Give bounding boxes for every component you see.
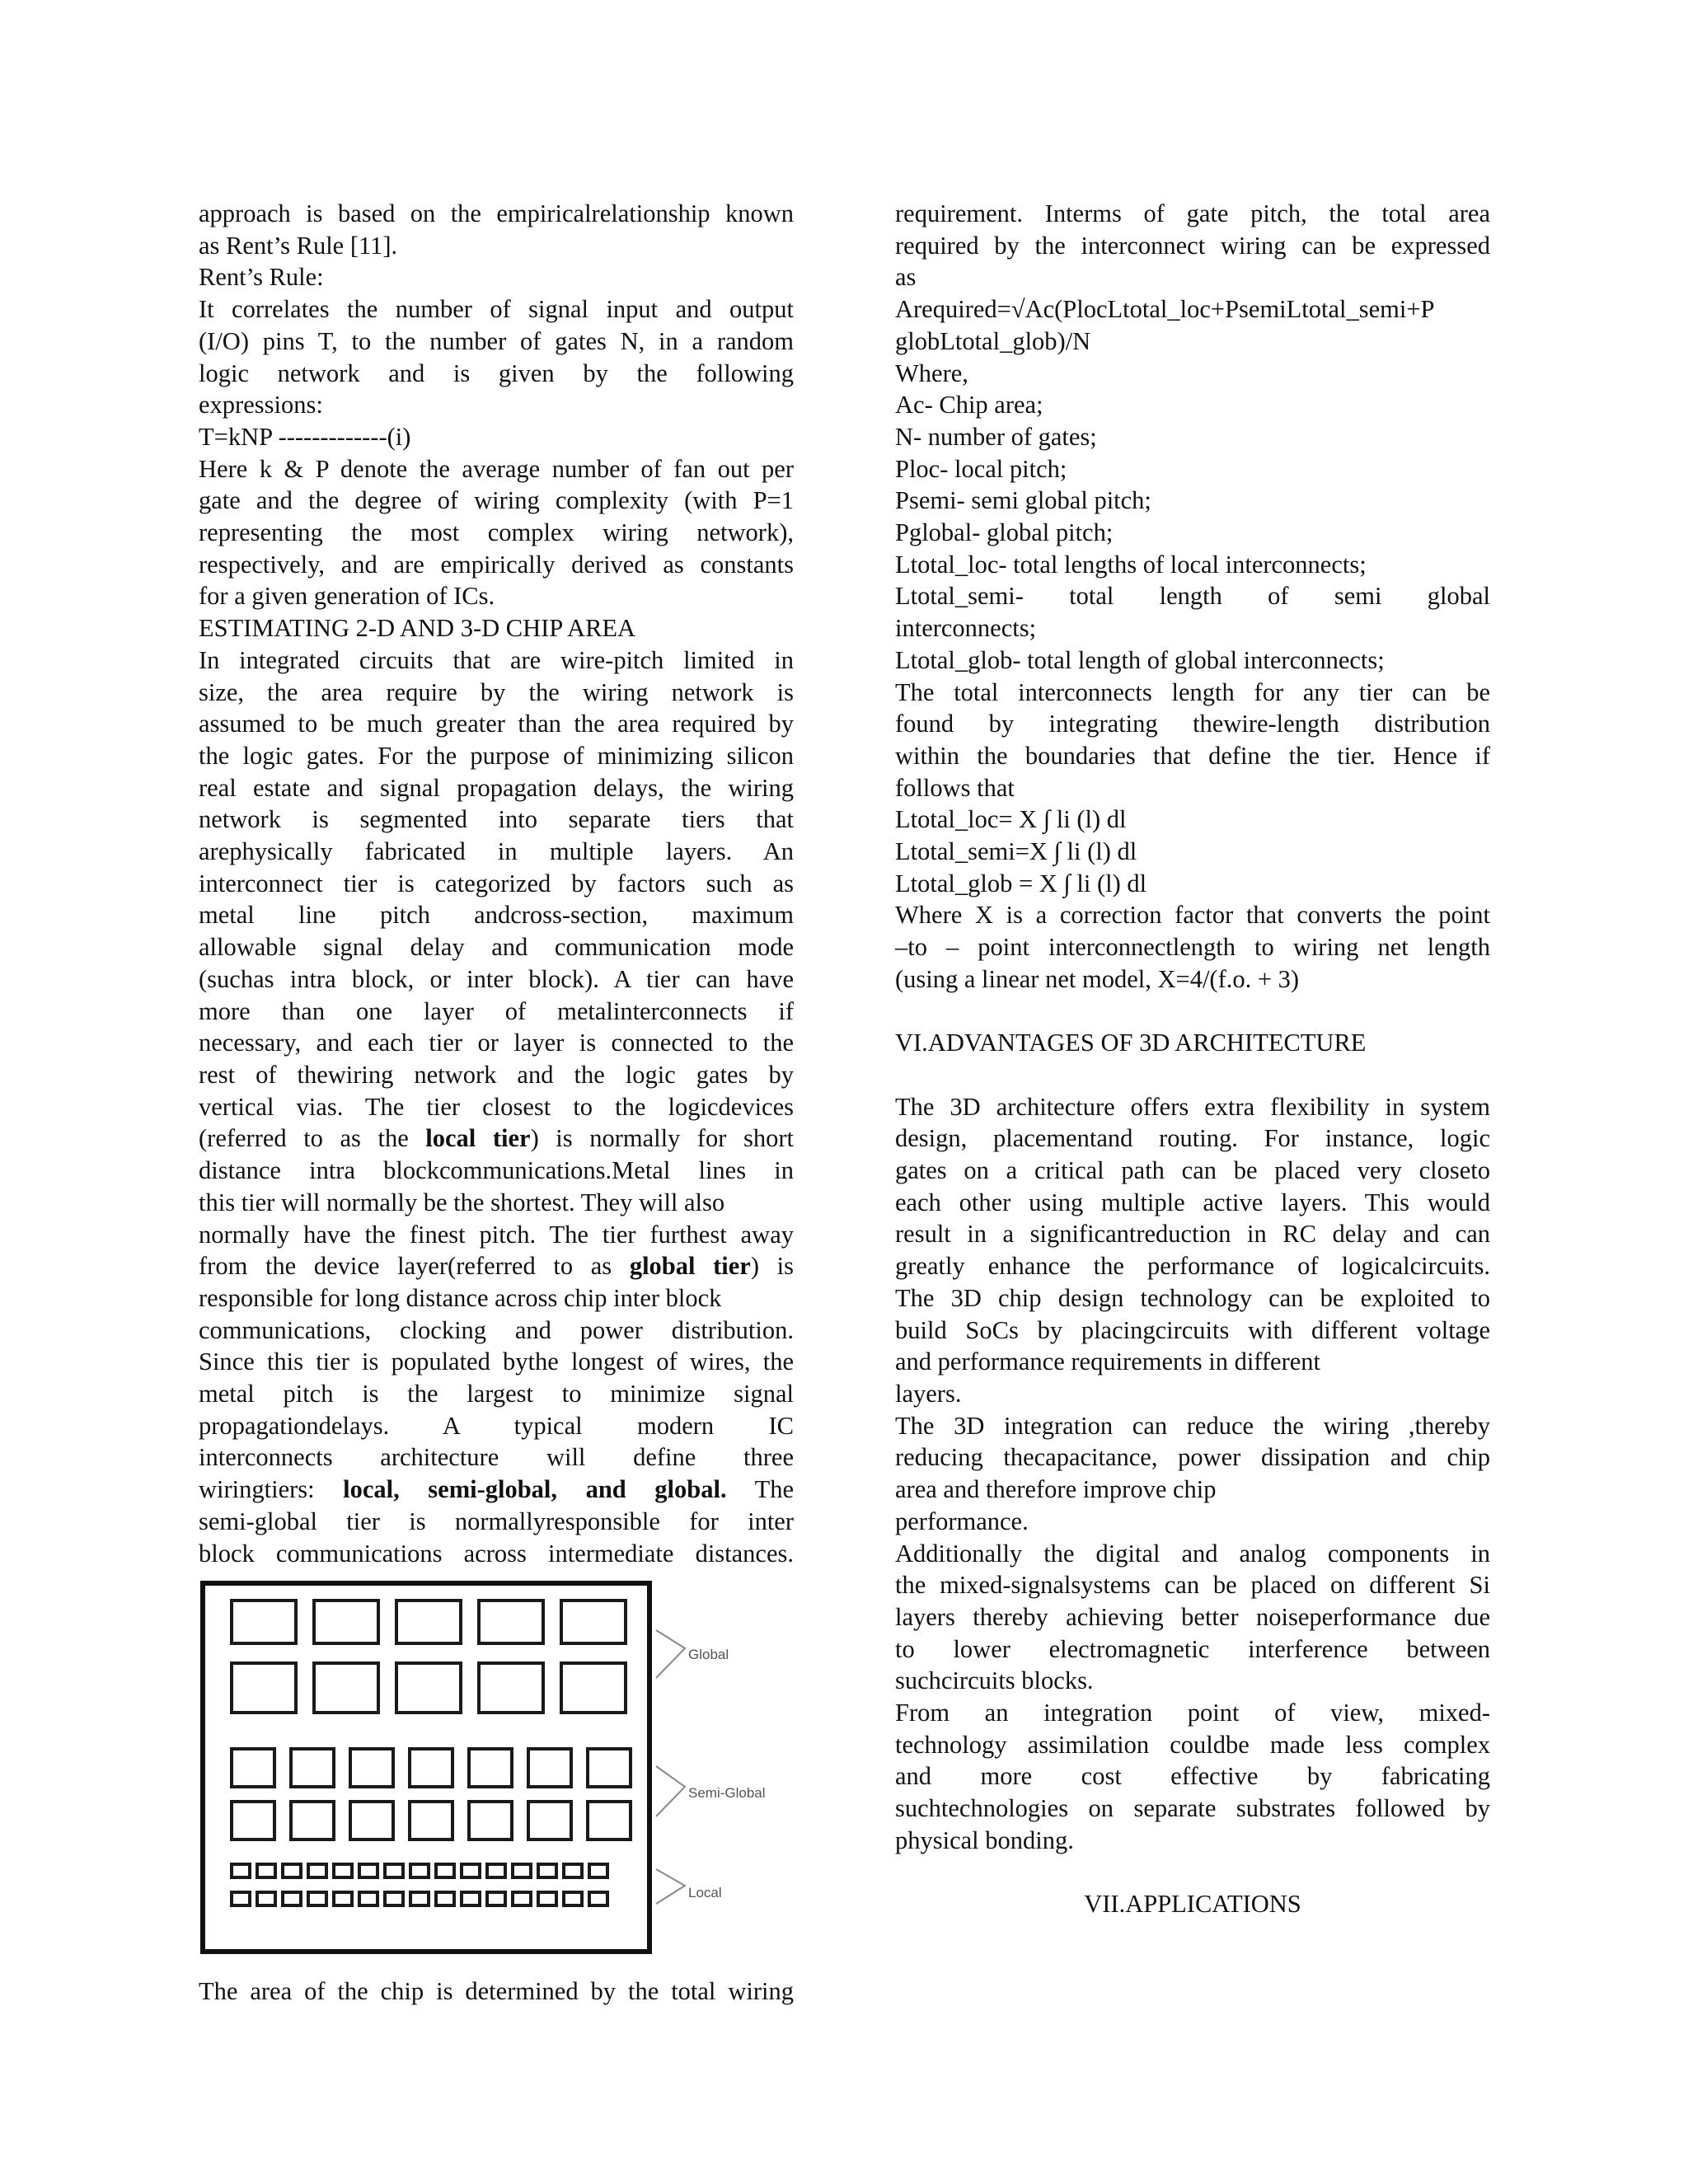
- tiers-line: [199, 1474, 794, 1506]
- text-line: to lower electromagnetic interference between: [895, 1634, 1490, 1663]
- text-line: real estate and signal propagation delays, the wiring: [199, 773, 794, 802]
- text-line: From an integration point of view, mixed-: [895, 1699, 1490, 1727]
- text-line: The 3D integration can reduce the wiring ,thereby: [895, 1411, 1490, 1440]
- left-column: [199, 198, 794, 2008]
- text-line: Where X is a correction factor that converts the point: [895, 901, 1490, 930]
- text-line: technology assimilation couldbe made less complex: [895, 1730, 1490, 1759]
- text-line: rest of thewiring network and the logic gates by: [199, 1060, 794, 1089]
- text-line: (using a linear net model, X=4/(f.o. + 3): [895, 964, 1300, 993]
- text-line: requirement. Interms of gate pitch, the total area: [895, 199, 1490, 227]
- text-line: Additionally the digital and analog components in: [895, 1539, 1490, 1568]
- text-line: arephysically fabricated in multiple layers. An: [199, 837, 794, 866]
- text-line: this tier will normally be the shortest. They will also: [199, 1188, 725, 1216]
- text-line: area and therefore improve chip: [895, 1475, 1217, 1504]
- text-line: physical bonding.: [895, 1825, 1074, 1854]
- text-line: The 3D chip design technology can be exploited to: [895, 1283, 1490, 1312]
- semi-global-label: Semi-Global: [688, 1785, 766, 1802]
- text-line: ESTIMATING 2-D AND 3-D CHIP AREA: [199, 614, 636, 643]
- text-line: assumed to be much greater than the area required by: [199, 710, 794, 738]
- left-paragraph-block: [199, 1282, 794, 1474]
- text-run: wiringtiers:: [199, 1475, 344, 1504]
- text-line: build SoCs by placingcircuits with different voltage: [895, 1315, 1490, 1344]
- text-line: Pglobal- global pitch;: [895, 518, 1114, 547]
- text-line: T=kNP -------------(i): [199, 422, 411, 451]
- text-line: It correlates the number of signal input and output: [199, 295, 794, 324]
- left-paragraph-block: [199, 1506, 794, 1569]
- text-line: interconnects;: [895, 614, 1037, 643]
- text-line: network is segmented into separate tiers that: [199, 805, 794, 834]
- interconnect-tiers-figure: [199, 1581, 794, 1964]
- text-line: as Rent’s Rule [11].: [199, 231, 398, 260]
- text-line: the logic gates. For the purpose of minimizing silicon: [199, 741, 794, 770]
- text-line: the mixed-signalsystems can be placed on different Si: [895, 1571, 1490, 1600]
- text-line: communications, clocking and power distribution.: [199, 1315, 794, 1344]
- text-line: distance intra blockcommunications.Metal lines in: [199, 1156, 794, 1185]
- global-tier-line: [199, 1250, 794, 1282]
- text-line: representing the most complex wiring network),: [199, 518, 794, 547]
- text-line: (suchas intra block, or inter block). A tier can have: [199, 964, 794, 993]
- text-line: block communications across intermediate distances.: [199, 1539, 794, 1568]
- text-line: required by the interconnect wiring can be expressed: [895, 231, 1490, 260]
- left-paragraph-block: [199, 1155, 794, 1250]
- text-line: Rent’s Rule:: [199, 263, 324, 292]
- left-paragraph-block: [199, 198, 794, 1122]
- text-run: from the device layer(referred to as: [199, 1252, 630, 1281]
- local-label: Local: [688, 1885, 722, 1901]
- text-line: and performance requirements in different: [895, 1347, 1321, 1376]
- text-line: Ltotal_glob = X ∫ li (l) dl: [895, 869, 1147, 898]
- text-line: necessary, and each tier or layer is connected to the: [199, 1029, 794, 1057]
- text-line: Ltotal_glob- total length of global interconnects;: [895, 645, 1385, 674]
- text-line: Ac- Chip area;: [895, 391, 1043, 419]
- text-line: found by integrating thewire-length distribution: [895, 710, 1490, 738]
- text-line: layers thereby achieving better noiseperformance due: [895, 1602, 1490, 1631]
- text-line: metal pitch is the largest to minimize signal: [199, 1380, 794, 1408]
- text-line: allowable signal delay and communication mode: [199, 933, 794, 962]
- text-line: expressions:: [199, 391, 323, 419]
- text-line: reducing thecapacitance, power dissipation and chip: [895, 1443, 1490, 1472]
- text-line: normally have the finest pitch. The tier furthest away: [199, 1220, 794, 1249]
- text-line: Psemi- semi global pitch;: [895, 486, 1151, 515]
- text-line: Ploc- local pitch;: [895, 454, 1067, 483]
- text-line: Where,: [895, 359, 968, 387]
- text-line: semi-global tier is normallyresponsible for inter: [199, 1507, 794, 1535]
- text-line: each other using multiple active layers. This would: [895, 1188, 1490, 1216]
- text-line: vertical vias. The tier closest to the logicdevices: [199, 1092, 794, 1121]
- text-run: ) is normally for short: [530, 1124, 794, 1153]
- spacer: [895, 1857, 1490, 1889]
- text-line: interconnect tier is categorized by factors such as: [199, 869, 794, 898]
- spacer: [895, 996, 1490, 1028]
- text-line: suchcircuits blocks.: [895, 1666, 1094, 1695]
- text-line: gates on a critical path can be placed very closeto: [895, 1156, 1490, 1185]
- left-paragraph-block: [199, 1975, 794, 2008]
- text-line: Since this tier is populated bythe longest of wires, the: [199, 1347, 794, 1376]
- text-line: globLtotal_glob)/N: [895, 326, 1091, 355]
- text-line: result in a significantreduction in RC delay and can: [895, 1220, 1490, 1249]
- text-line: metal line pitch andcross-section, maximum: [199, 901, 794, 930]
- text-line: follows that: [895, 773, 1015, 802]
- text-line: suchtechnologies on separate substrates followed by: [895, 1794, 1490, 1823]
- section-heading-advantages: VI.ADVANTAGES OF 3D ARCHITECTURE: [895, 1029, 1367, 1057]
- text-line: Ltotal_loc= X ∫ li (l) dl: [895, 805, 1127, 834]
- text-run: ) is: [750, 1252, 794, 1281]
- text-line: In integrated circuits that are wire-pitch limited in: [199, 645, 794, 674]
- text-line: more than one layer of metalinterconnects if: [199, 996, 794, 1025]
- text-line: gate and the degree of wiring complexity (with P=1: [199, 486, 794, 515]
- bold-term-global-tier: global tier: [629, 1252, 751, 1281]
- text-line: (I/O) pins T, to the number of gates N, in a random: [199, 326, 794, 355]
- spacer: [895, 1059, 1490, 1091]
- text-line: –to – point interconnectlength to wiring net length: [895, 933, 1490, 962]
- text-line: for a given generation of ICs.: [199, 582, 495, 611]
- text-line: size, the area require by the wiring network is: [199, 677, 794, 706]
- text-line: The 3D architecture offers extra flexibility in system: [895, 1092, 1490, 1121]
- text-line: N- number of gates;: [895, 422, 1097, 451]
- text-line: Arequired=√Ac(PlocLtotal_loc+PsemiLtotal_semi+P: [895, 295, 1435, 324]
- section-heading-applications: VII.APPLICATIONS: [1084, 1890, 1301, 1919]
- right-paragraph-block: [895, 1091, 1490, 1857]
- local-tier-line: [199, 1122, 794, 1155]
- text-line: The total interconnects length for any tier can be: [895, 677, 1490, 706]
- text-line: The area of the chip is determined by the total wiring: [199, 1977, 794, 2006]
- text-line: design, placementand routing. For instance, logic: [895, 1124, 1490, 1153]
- text-line: and more cost effective by fabricating: [895, 1762, 1490, 1791]
- text-line: within the boundaries that define the tier. Hence if: [895, 741, 1490, 770]
- text-line: greatly enhance the performance of logicalcircuits.: [895, 1252, 1490, 1281]
- right-column: [895, 198, 1490, 1920]
- right-paragraph-block: [895, 198, 1490, 996]
- text-line: responsible for long distance across chip inter block: [199, 1283, 722, 1312]
- text-line: Here k & P denote the average number of fan out per: [199, 454, 794, 483]
- text-line: Ltotal_semi=X ∫ li (l) dl: [895, 837, 1137, 866]
- text-line: respectively, and are empirically derived as constants: [199, 550, 794, 579]
- bold-term-tiers: local, semi-global, and global.: [343, 1475, 727, 1504]
- text-line: Ltotal_loc- total lengths of local interconnects;: [895, 550, 1367, 579]
- text-line: as: [895, 263, 917, 292]
- text-line: Ltotal_semi- total length of semi global: [895, 582, 1490, 611]
- bold-term-local-tier: local tier: [425, 1124, 531, 1153]
- text-run: The: [726, 1475, 794, 1504]
- text-run: (referred to as the: [199, 1124, 426, 1153]
- text-line: approach is based on the empiricalrelationship known: [199, 199, 794, 227]
- text-line: logic network and is given by the following: [199, 359, 794, 387]
- text-line: layers.: [895, 1379, 962, 1408]
- text-line: interconnects architecture will define three: [199, 1443, 794, 1472]
- global-label: Global: [688, 1647, 729, 1663]
- text-line: propagationdelays. A typical modern IC: [199, 1411, 794, 1440]
- text-line: performance.: [895, 1507, 1029, 1535]
